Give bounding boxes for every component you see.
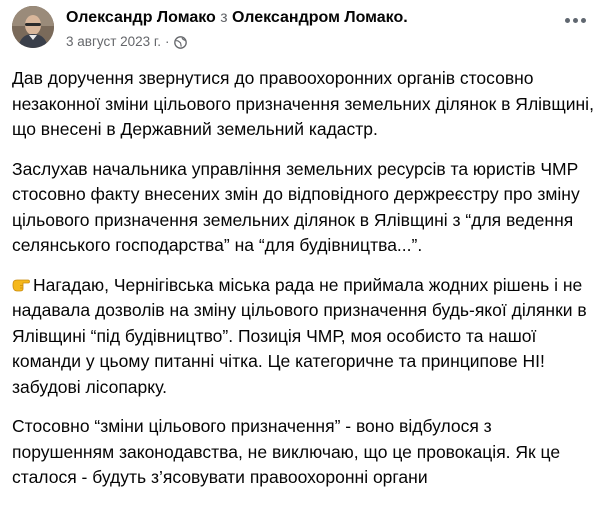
post-paragraph-1: Дав доручення звернутися до правоохоронних органів стосовно незаконної зміни цільового призначення земельних ділянок в Ялівщині, що внесені в Державний земельний кадастр.	[12, 68, 594, 139]
with-connector: з	[220, 9, 228, 26]
post-date[interactable]: 3 август 2023 г.	[66, 34, 161, 49]
post-paragraph-2: Заслухав начальника управління земельних ресурсів та юристів ЧМР стосовно факту внесених змін до відповідного держреєстру про зміну цільового призначення земельних ділянок в Ялівщині з “для ведення селянського господарства” на “для будівництва...”.	[12, 158, 580, 255]
avatar-image	[12, 6, 54, 48]
post-paragraph-4: Стосовно “зміни цільового призначення” - воно відбулося з порушенням законодавства, не виключаю, що це провокація. Як це сталося - будуть з’ясовувати правоохоронні органи	[12, 416, 561, 487]
post-body	[12, 66, 596, 505]
post-paragraph-3	[12, 273, 596, 401]
author-avatar[interactable]	[12, 6, 54, 48]
post-header: Олександр Ломако з Олександром Ломако.	[66, 9, 408, 26]
meta-separator: ·	[164, 34, 170, 49]
post-meta	[66, 33, 187, 51]
backhand-index-pointing-right-icon	[12, 275, 32, 293]
author-name[interactable]: Олександр Ломако	[66, 9, 216, 26]
post-paragraph-3-text: Нагадаю, Чернігівська міська рада не приймала жодних рішень і не надавала дозволів на зміну цільового призначення будь-якої ділянки в Ялівщині “під будівництво”. Позиція ЧМР, моя особисто та нашої команди у цьому питанні чітка. Це категоричне та принципове НІ! забудові лісопарку.	[12, 274, 587, 397]
more-options-icon[interactable]	[565, 16, 587, 24]
tagged-person[interactable]: Олександром Ломако	[232, 9, 404, 26]
globe-icon[interactable]	[174, 36, 187, 49]
